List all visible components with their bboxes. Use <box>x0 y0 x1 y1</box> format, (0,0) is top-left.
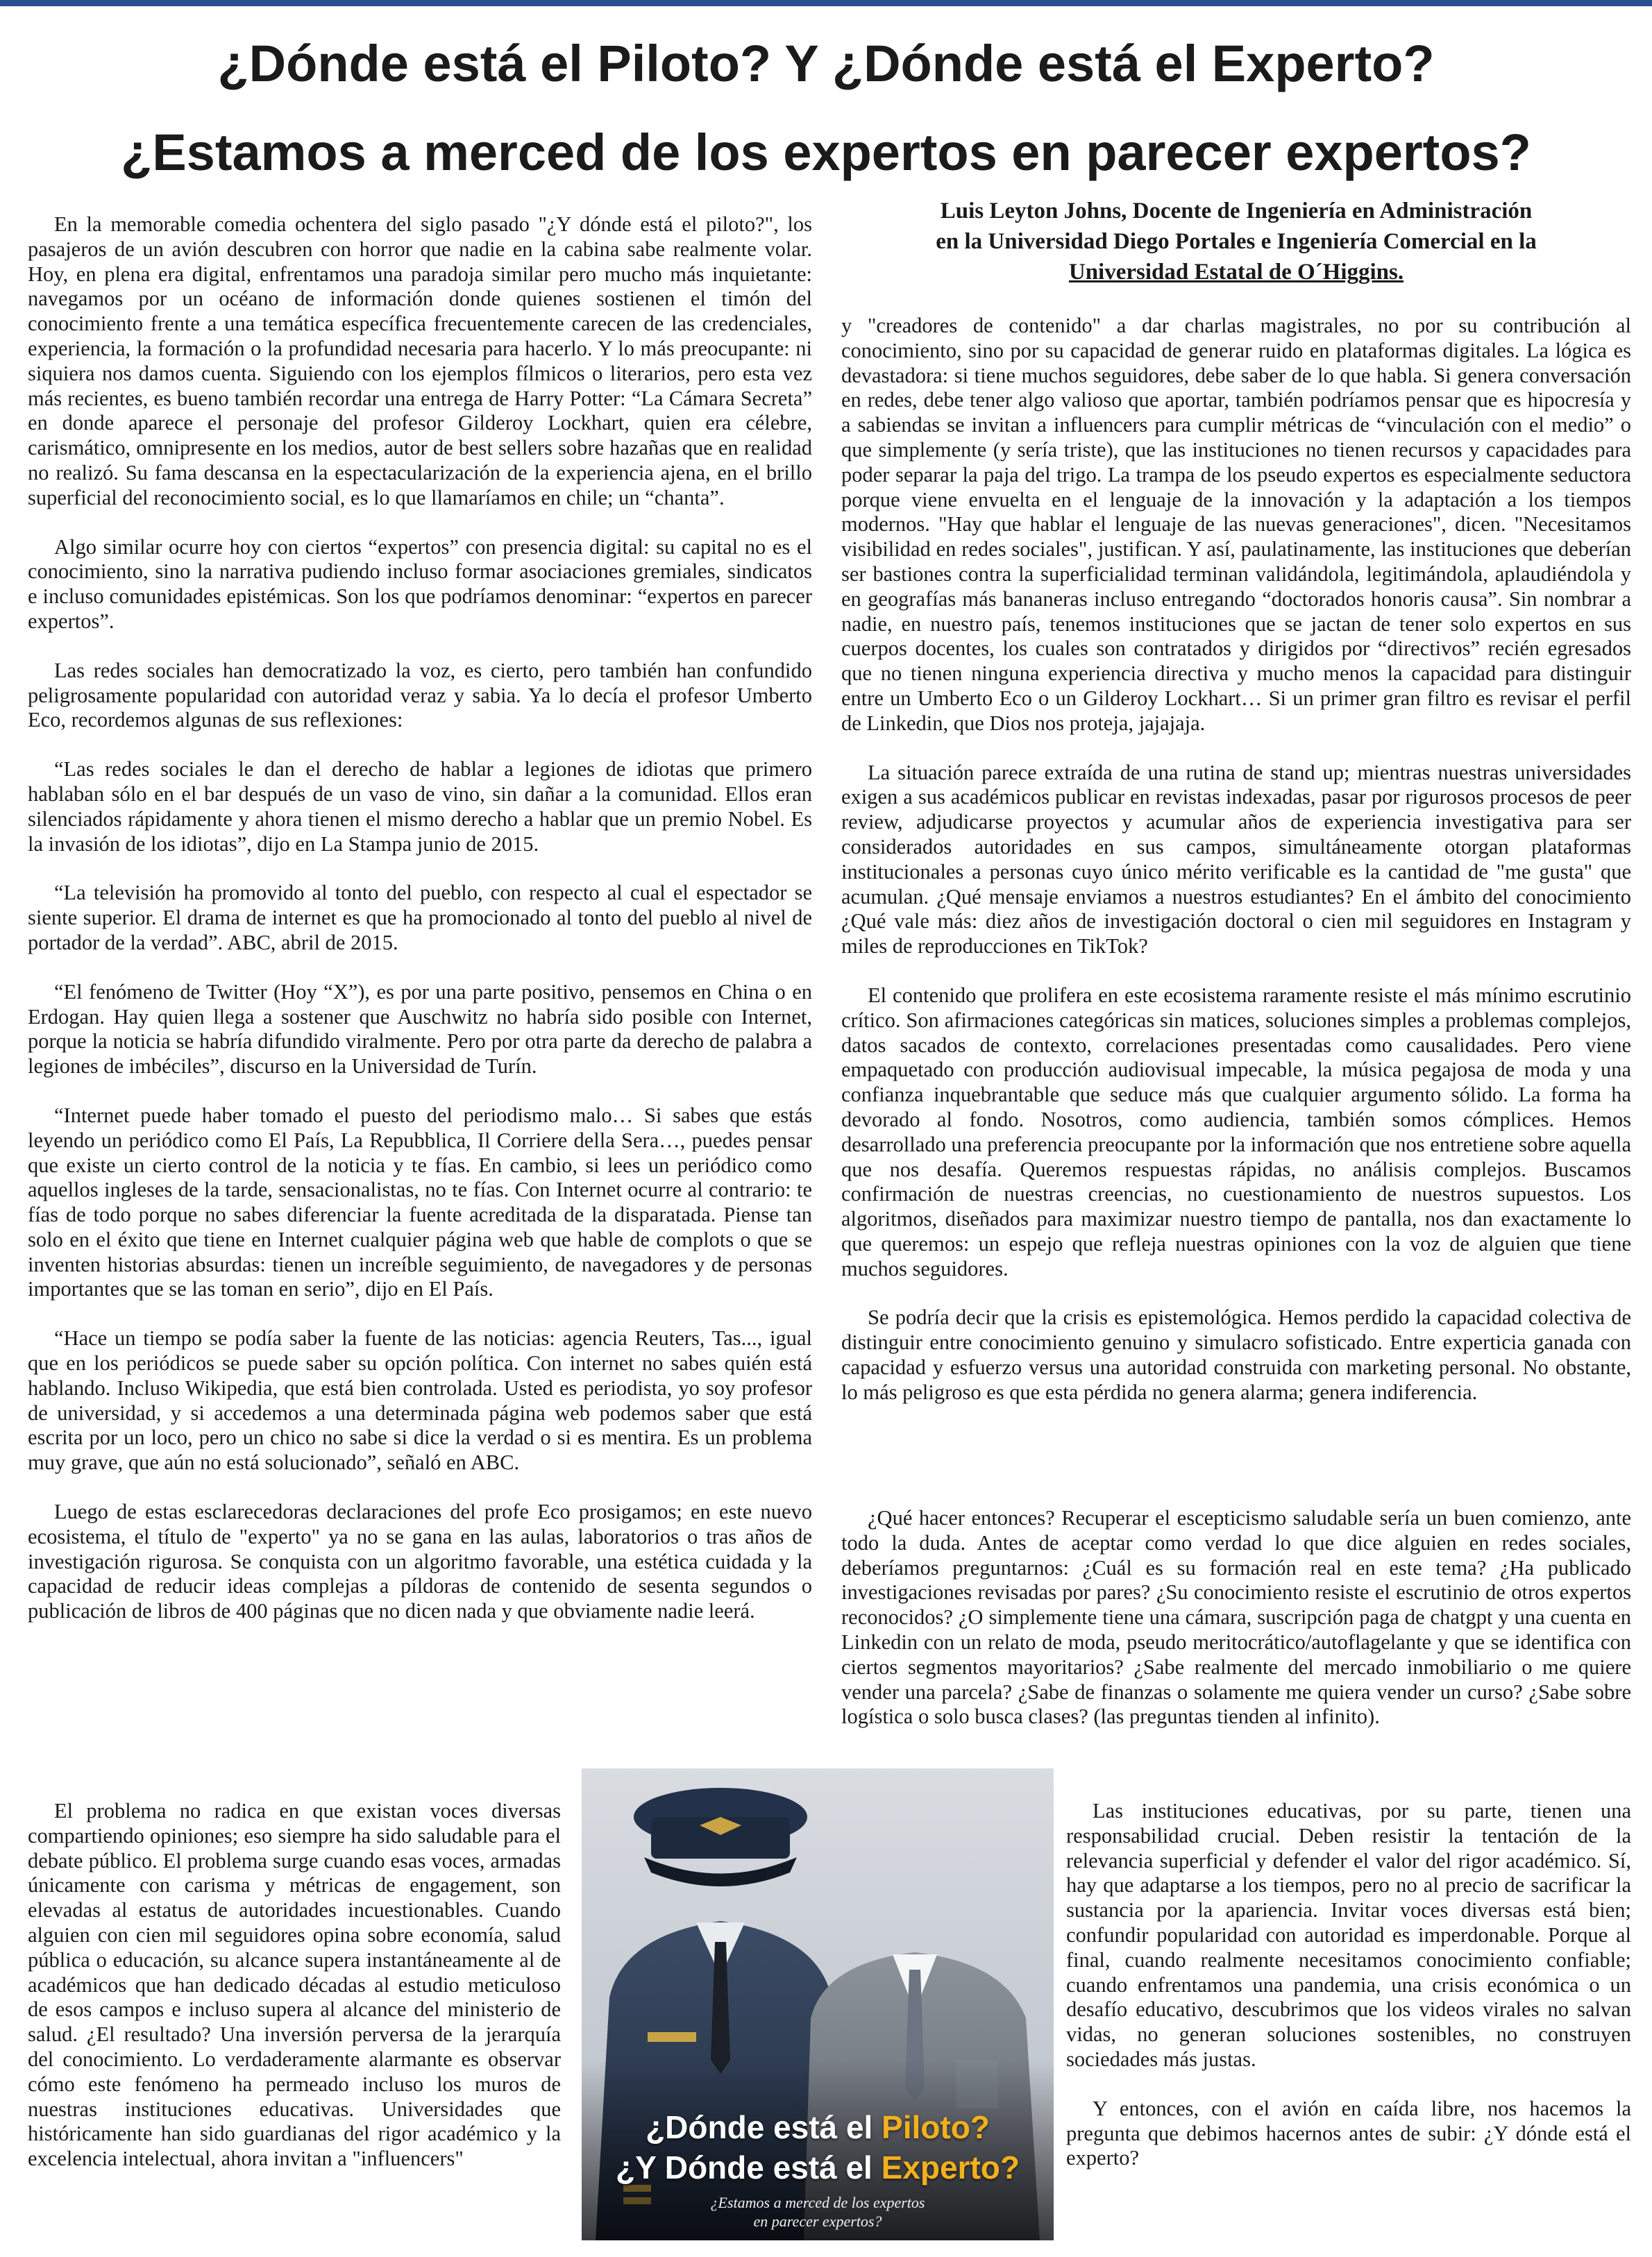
article-left-lower-column <box>28 1799 561 2196</box>
page-title <box>0 19 1652 197</box>
quote-paragraph: “La televisión ha promovido al tonto del pueblo, con respecto al cual el espectador se siente superior. El drama de internet es que ha promocionado al tonto del pueblo al nivel de portador de la verdad”. ABC, abril de 2015. <box>28 881 812 954</box>
paragraph: Las redes sociales han democratizado la voz, es cierto, pero también han confundido peligrosamente popularidad con autoridad veraz y sabia. Ya lo decía el profesor Umberto Eco, recordemos algunas de sus reflexiones: <box>28 658 812 732</box>
paragraph: La situación parece extraída de una rutina de stand up; mientras nuestras universidades exigen a sus académicos publicar en revistas indexadas, pasar por rigurosos procesos de peer review, adjudicarse proyectos y acumular años de experiencia investigativa para ser considerados autoridades en sus campos, simultáneamente otorgan plataformas institucionales a personas cuyo único mérito verificable es la cantidad de "me gusta" que acumulan. ¿Qué mensaje enviamos a nuestros estudiantes? En el ámbito del conocimiento ¿Qué vale más: diez años de investigación doctoral o cien mil seguidores en Instagram y miles de reproducciones en TikTok? <box>841 760 1631 958</box>
illustration-title-line-1: ¿Dónde está el Piloto? <box>646 2109 990 2145</box>
paragraph: y "creadores de contenido" a dar charlas magistrales, no por su contribución al conocimiento, sino por su capacidad de generar ruido en plataformas digitales. La lógica es devastadora: si tiene muchos seguidores, debe saber de lo que habla. Si genera conversación en redes, debe tener algo valioso que aportar, también podríamos pensar que es hipocresía y a sabiendas se invitan a influencers para cumplir métricas de “vinculación con el medio” o que simplemente (y sería triste), que las instituciones no tienen recursos y capacidades para poder separar la paja del trigo. La trampa de los pseudo expertos es especialmente seductora porque viene envuelta en el lenguaje de la innovación y la adaptación a los tiempos modernos. "Hay que hablar el lenguaje de las nuevas generaciones", dicen. "Necesitamos visibilidad en redes sociales", justifican. Y así, paulatinamente, las instituciones que deberían ser bastiones contra la superficialidad terminan validándola, legitimándola, aplaudiéndola y en geografías más bananeras incluso entregando “doctorados honoris causa”. Sin nombrar a nadie, en nuestro país, tenemos instituciones que se jactan de tener solo expertos en sus cuerpos docentes, los cuales son contratados y dirigidos por “directivos” recién egresados que no tienen ninguna experiencia directiva y mucho menos la capacidad para distinguir entre un Umberto Eco o un Gilderoy Lockhart… Si un primer gran filtro es revisar el perfil de Linkedin, que Dios nos proteja, jajajaja. <box>841 314 1631 735</box>
byline-line-1: Luis Leyton Johns, Docente de Ingeniería en Administración <box>940 198 1533 223</box>
article-right-bottom-column <box>841 1506 1631 1754</box>
article-right-lower-column <box>1066 1799 1631 2195</box>
paragraph: El problema no radica en que existan voces diversas compartiendo opiniones; eso siempre ha sido saludable para el debate público. El problema surge cuando esas voces, armadas únicamente con carisma y métricas de engagement, son elevadas al estatus de autoridades incuestionables. Cuando alguien con cien mil seguidores opina sobre economía, salud pública o educación, su alcance supera instantáneamente al de académicos que han dedicado décadas al estudio meticuloso de esos campos e incluso supera al alcance del ministerio de salud. ¿El resultado? Una inversión perversa de la jerarquía del conocimiento. Lo verdaderamente alarmante es observar cómo este fenómeno ha permeado incluso los muros de nuestras instituciones educativas. Universidades que históricamente han sido guardianas del rigor académico y la excelencia intelectual, ahora invitan a "influencers" <box>28 1799 561 2171</box>
paragraph: ¿Qué hacer entonces? Recuperar el escepticismo saludable sería un buen comienzo, ante todo la duda. Antes de aceptar como verdad lo que dice alguien en redes sociales, deberíamos preguntarnos: ¿Cuál es su formación real en este tema? ¿Ha publicado investigaciones revisadas por pares? ¿Su conocimiento resiste el escrutinio de otros expertos reconocidos? ¿O simplemente tiene una cámara, suscripción paga de chatgpt y una cuenta en Linkedin con un relato de moda, pseudo meritocrático/autoflagelante y que se identifica con ciertos segmentos mayoritarios? ¿Sabe realmente del mercado inmobiliario o me quiere vender una parcela? ¿Sabe de finanzas o solamente me quiera vender un curso? ¿Sabe sobre logística o solo busca clases? (las preguntas tienden al infinito). <box>841 1506 1631 1729</box>
byline-line-3: Universidad Estatal de O´Higgins. <box>1068 260 1404 285</box>
illustration-subtitle-2: en parecer expertos? <box>753 2213 882 2230</box>
pilot-cap-visor <box>644 1857 797 1886</box>
paragraph: Y entonces, con el avión en caída libre, nos hacemos la pregunta que debimos hacernos antes de subir: ¿Y dónde está el experto? <box>1066 2096 1631 2170</box>
quote-paragraph: “Las redes sociales le dan el derecho de hablar a legiones de idiotas que primero hablaban sólo en el bar después de un vaso de vino, sin dañar a la comunidad. Ellos eran silenciados rápidamente y ahora tienen el mismo derecho a hablar que un premio Nobel. Es la invasión de los idiotas”, dijo en La Stampa junio de 2015. <box>28 757 812 856</box>
article-right-column <box>841 314 1631 1430</box>
quote-paragraph: “Hace un tiempo se podía saber la fuente de las noticias: agencia Reuters, Tas..., igual que en los periódicos se puede saber su opción política. Con internet no sabes quién está hablando. Incluso Wikipedia, que está bien controlada. Usted es periodista, yo soy profesor de universidad, y si accedemos a una determinada página web podemos saber que está escrita por un loco, pero un chico no sabe si dice la verdad o si es mentira. Es un problema muy grave, que aún no está solucionado”, señaló en ABC. <box>28 1326 812 1475</box>
top-accent-bar <box>0 0 1652 6</box>
pilot-wings-badge <box>648 2032 696 2042</box>
quote-paragraph: “Internet puede haber tomado el puesto del periodismo malo… Si sabes que estás leyendo un periódico como El País, La Repubblica, Il Corriere della Sera…, puedes pensar que existe un cierto control de la noticia y te fías. En cambio, si lees un periódico como aquellos ingleses de la tarde, sensacionalistas, no te fías. Con Internet ocurre al contrario: te fías de todo porque no sabes diferenciar la fuente acreditada de la disparatada. Piense tan solo en el éxito que tiene en Internet cualquier página web que hable de complots o que se inventen historias absurdas: tienen un increíble seguimiento, de navegadores y de personas importantes que se las toman en serio”, dijo en El País. <box>28 1103 812 1301</box>
byline-line-2: en la Universidad Diego Portales e Ingeniería Comercial en la <box>936 229 1537 254</box>
article-illustration <box>582 1768 1054 2240</box>
paragraph: Luego de estas esclarecedoras declaraciones del profe Eco prosigamos; en este nuevo ecosistema, el título de "experto" ya no se gana en las aulas, laboratorios o tras años de investigación rigurosa. Se conquista con un algoritmo favorable, una estética cuidada y la capacidad de reducir ideas complejas a píldoras de contenido de sesenta segundos o publicación de libros de 400 páginas que no dicen nada y que obviamente nadie leerá. <box>28 1500 812 1623</box>
paragraph: Las instituciones educativas, por su parte, tienen una responsabilidad crucial. Deben resistir la tentación de la relevancia superficial y defender el valor del rigor académico. Sí, hay que adaptarse a los tiempos, pero no al precio de sacrificar la sustancia por la apariencia. Invitar voces diversas está bien; confundir popularidad con autoridad es imperdonable. Porque al final, cuando realmente necesitamos conocimiento confiable; cuando enfrentamos una pandemia, una crisis económica o un desafío educativo, descubrimos que los videos virales no salvan vidas, no generan soluciones sostenibles, no construyen sociedades más justas. <box>1066 1799 1631 2071</box>
illustration-subtitle-1: ¿Estamos a merced de los expertos <box>710 2194 925 2211</box>
headline-line-2: ¿Estamos a merced de los expertos en parecer expertos? <box>121 124 1531 181</box>
quote-paragraph: “El fenómeno de Twitter (Hoy “X”), es por una parte positivo, pensemos en China o en Erdogan. Hay quien llega a sostener que Auschwitz no habría sido posible con Internet, porque la noticia se habría difundido viralmente. Pero por otra parte da derecho de palabra a legiones de imbéciles”, discurso en la Universidad de Turín. <box>28 979 812 1079</box>
paragraph: Se podría decir que la crisis es epistemológica. Hemos perdido la capacidad colectiva de distinguir entre conocimiento genuino y simulacro sofisticado. Entre experticia ganada con capacidad y esfuerzo versus una autoridad construida con marketing personal. No obstante, lo más peligroso es que esta pérdida no genera alarma; genera indiferencia. <box>841 1305 1631 1404</box>
author-byline <box>841 196 1631 287</box>
illustration-title-line-2: ¿Y Dónde está el Experto? <box>616 2149 1020 2186</box>
paragraph: El contenido que prolifera en este ecosistema raramente resiste el más mínimo escrutinio crítico. Son afirmaciones categóricas sin matices, soluciones simples a problemas complejos, datos sacados de contexto, correlaciones presentadas como causalidades. Pero viene empaquetado con producción audiovisual impecable, la música pegajosa de moda y una confianza inquebrantable que seduce más que cualquier argumento sólido. La forma ha devorado al fondo. Nosotros, como audiencia, también somos cómplices. Hemos desarrollado una preferencia preocupante por la información que nos entretiene sobre aquella que nos desafía. Queremos respuestas rápidas, no análisis complejos. Buscamos confirmación de nuestras creencias, no cuestionamiento de nuestros supuestos. Los algoritmos, diseñados para maximizar nuestro tiempo de pantalla, nos dan exactamente lo que queremos: un espejo que refleja nuestras opiniones con la voz de alguien que tiene muchos seguidores. <box>841 983 1631 1280</box>
article-left-column <box>28 212 812 1648</box>
headline-line-1: ¿Dónde está el Piloto? Y ¿Dónde está el Experto? <box>217 35 1435 92</box>
paragraph: En la memorable comedia ochentera del siglo pasado "¿Y dónde está el piloto?", los pasajeros de un avión descubren con horror que nadie en la cabina sabe realmente volar. Hoy, en plena era digital, enfrentamos una paradoja similar pero mucho más inquietante: navegamos por un océano de información donde quienes sostienen el timón del conocimiento frente a una temática específica frecuentemente carecen de las credenciales, experiencia, la formación o la profundidad necesaria para hacerlo. Y lo más preocupante: ni siquiera nos damos cuenta. Siguiendo con los ejemplos fílmicos o literarios, pero esta vez más recientes, es bueno también recordar una entrega de Harry Potter: “La Cámara Secreta” en donde aparece el personaje del profesor Gilderoy Lockhart, quien era célebre, carismático, omnipresente en los medios, autor de best sellers sobre hazañas que en realidad no realizó. Su fama descansa en la espectacularización de la experiencia ajena, en el brillo superficial del reconocimiento social, es lo que llamaríamos en chile; un “chanta”. <box>28 212 812 509</box>
paragraph: Algo similar ocurre hoy con ciertos “expertos” con presencia digital: su capital no es el conocimiento, sino la narrativa pudiendo incluso formar asociaciones gremiales, sindicatos e incluso comunidades epistémicas. Son los que podríamos denominar: “expertos en parecer expertos”. <box>28 534 812 633</box>
